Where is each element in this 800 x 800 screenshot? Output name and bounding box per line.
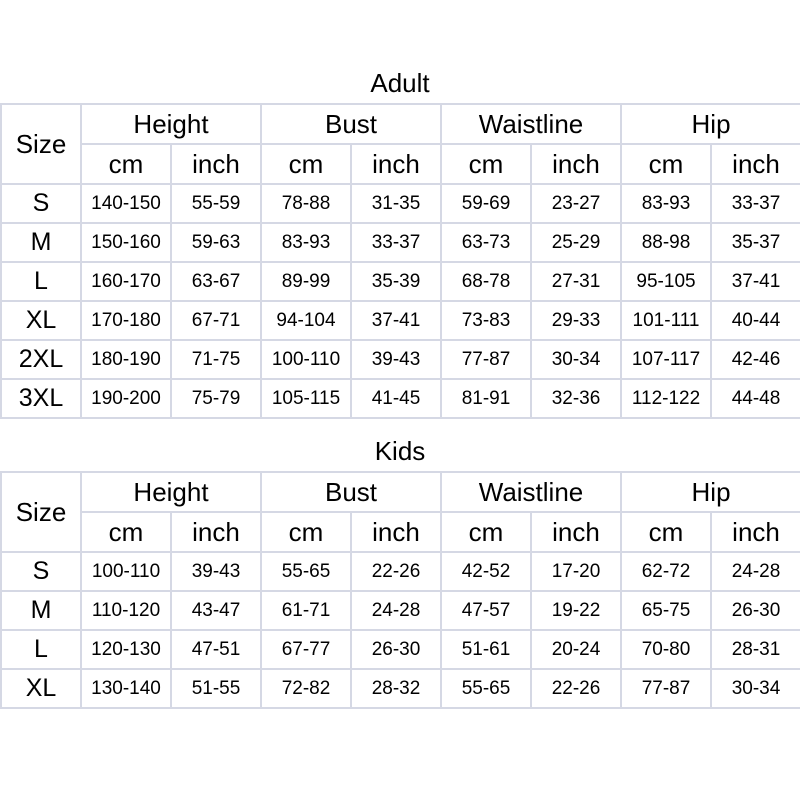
- measurement-cell: 24-28: [351, 591, 441, 630]
- measurement-cell: 72-82: [261, 669, 351, 708]
- unit-header: cm: [441, 144, 531, 184]
- measurement-cell: 107-117: [621, 340, 711, 379]
- measurement-cell: 24-28: [711, 552, 800, 591]
- unit-header: inch: [531, 144, 621, 184]
- measurement-cell: 17-20: [531, 552, 621, 591]
- measurement-cell: 26-30: [351, 630, 441, 669]
- measurement-cell: 95-105: [621, 262, 711, 301]
- measurement-cell: 37-41: [711, 262, 800, 301]
- size-cell: L: [1, 630, 81, 669]
- measurement-group-header: Bust: [261, 104, 441, 144]
- unit-header: cm: [81, 144, 171, 184]
- unit-header: inch: [171, 144, 261, 184]
- measurement-cell: 37-41: [351, 301, 441, 340]
- unit-header: cm: [621, 512, 711, 552]
- size-cell: M: [1, 223, 81, 262]
- measurement-cell: 22-26: [351, 552, 441, 591]
- measurement-cell: 29-33: [531, 301, 621, 340]
- measurement-cell: 23-27: [531, 184, 621, 223]
- unit-header: cm: [441, 512, 531, 552]
- kids-section-title: Kids: [374, 436, 426, 466]
- measurement-cell: 100-110: [261, 340, 351, 379]
- measurement-cell: 160-170: [81, 262, 171, 301]
- size-column-header: Size: [1, 472, 81, 552]
- measurement-cell: 19-22: [531, 591, 621, 630]
- measurement-cell: 67-71: [171, 301, 261, 340]
- measurement-cell: 32-36: [531, 379, 621, 418]
- unit-header: inch: [171, 512, 261, 552]
- measurement-cell: 39-43: [171, 552, 261, 591]
- unit-header: inch: [351, 512, 441, 552]
- measurement-cell: 39-43: [351, 340, 441, 379]
- table-row: [1, 552, 800, 591]
- adult-section-title: Adult: [370, 68, 430, 98]
- measurement-cell: 150-160: [81, 223, 171, 262]
- measurement-cell: 105-115: [261, 379, 351, 418]
- measurement-cell: 110-120: [81, 591, 171, 630]
- measurement-cell: 42-52: [441, 552, 531, 591]
- measurement-cell: 27-31: [531, 262, 621, 301]
- measurement-group-header: Height: [81, 104, 261, 144]
- measurement-cell: 68-78: [441, 262, 531, 301]
- size-column-header: Size: [1, 104, 81, 184]
- measurement-cell: 130-140: [81, 669, 171, 708]
- measurement-cell: 71-75: [171, 340, 261, 379]
- measurement-cell: 78-88: [261, 184, 351, 223]
- size-cell: M: [1, 591, 81, 630]
- unit-header: cm: [261, 512, 351, 552]
- unit-header: inch: [711, 512, 800, 552]
- measurement-cell: 59-69: [441, 184, 531, 223]
- measurement-cell: 100-110: [81, 552, 171, 591]
- size-cell: XL: [1, 301, 81, 340]
- measurement-cell: 33-37: [711, 184, 800, 223]
- measurement-group-header: Hip: [621, 472, 800, 512]
- measurement-cell: 30-34: [711, 669, 800, 708]
- measurement-cell: 43-47: [171, 591, 261, 630]
- measurement-cell: 83-93: [261, 223, 351, 262]
- measurement-cell: 73-83: [441, 301, 531, 340]
- measurement-group-header: Bust: [261, 472, 441, 512]
- measurement-cell: 63-73: [441, 223, 531, 262]
- measurement-cell: 77-87: [441, 340, 531, 379]
- measurement-cell: 70-80: [621, 630, 711, 669]
- measurement-cell: 28-31: [711, 630, 800, 669]
- measurement-cell: 77-87: [621, 669, 711, 708]
- unit-header: inch: [711, 144, 800, 184]
- measurement-cell: 20-24: [531, 630, 621, 669]
- measurement-cell: 40-44: [711, 301, 800, 340]
- unit-header: cm: [621, 144, 711, 184]
- measurement-cell: 81-91: [441, 379, 531, 418]
- size-cell: XL: [1, 669, 81, 708]
- size-cell: S: [1, 552, 81, 591]
- measurement-cell: 67-77: [261, 630, 351, 669]
- measurement-group-header: Hip: [621, 104, 800, 144]
- table-row: [1, 669, 800, 708]
- measurement-cell: 31-35: [351, 184, 441, 223]
- measurement-cell: 94-104: [261, 301, 351, 340]
- measurement-cell: 35-39: [351, 262, 441, 301]
- measurement-cell: 26-30: [711, 591, 800, 630]
- measurement-cell: 61-71: [261, 591, 351, 630]
- measurement-cell: 33-37: [351, 223, 441, 262]
- measurement-cell: 28-32: [351, 669, 441, 708]
- measurement-cell: 180-190: [81, 340, 171, 379]
- measurement-cell: 44-48: [711, 379, 800, 418]
- measurement-cell: 75-79: [171, 379, 261, 418]
- size-cell: 2XL: [1, 340, 81, 379]
- measurement-cell: 42-46: [711, 340, 800, 379]
- measurement-cell: 65-75: [621, 591, 711, 630]
- unit-header: cm: [81, 512, 171, 552]
- measurement-cell: 63-67: [171, 262, 261, 301]
- size-cell: L: [1, 262, 81, 301]
- measurement-cell: 88-98: [621, 223, 711, 262]
- measurement-cell: 22-26: [531, 669, 621, 708]
- measurement-cell: 140-150: [81, 184, 171, 223]
- measurement-cell: 190-200: [81, 379, 171, 418]
- measurement-group-header: Waistline: [441, 104, 621, 144]
- kids-size-table: [0, 471, 800, 709]
- measurement-cell: 47-51: [171, 630, 261, 669]
- measurement-cell: 51-55: [171, 669, 261, 708]
- measurement-cell: 112-122: [621, 379, 711, 418]
- measurement-cell: 62-72: [621, 552, 711, 591]
- measurement-group-header: Height: [81, 472, 261, 512]
- unit-header: inch: [531, 512, 621, 552]
- unit-header: inch: [351, 144, 441, 184]
- size-cell: S: [1, 184, 81, 223]
- size-cell: 3XL: [1, 379, 81, 418]
- measurement-cell: 59-63: [171, 223, 261, 262]
- measurement-cell: 120-130: [81, 630, 171, 669]
- measurement-cell: 51-61: [441, 630, 531, 669]
- measurement-cell: 25-29: [531, 223, 621, 262]
- measurement-cell: 55-65: [441, 669, 531, 708]
- table-row: [1, 591, 800, 630]
- measurement-cell: 89-99: [261, 262, 351, 301]
- measurement-cell: 35-37: [711, 223, 800, 262]
- measurement-cell: 41-45: [351, 379, 441, 418]
- measurement-cell: 55-59: [171, 184, 261, 223]
- measurement-cell: 47-57: [441, 591, 531, 630]
- group-header-row: [1, 472, 800, 512]
- unit-header-row: [1, 512, 800, 552]
- measurement-cell: 170-180: [81, 301, 171, 340]
- table-row: [1, 630, 800, 669]
- measurement-cell: 83-93: [621, 184, 711, 223]
- measurement-cell: 55-65: [261, 552, 351, 591]
- unit-header: cm: [261, 144, 351, 184]
- measurement-cell: 30-34: [531, 340, 621, 379]
- measurement-group-header: Waistline: [441, 472, 621, 512]
- measurement-cell: 101-111: [621, 301, 711, 340]
